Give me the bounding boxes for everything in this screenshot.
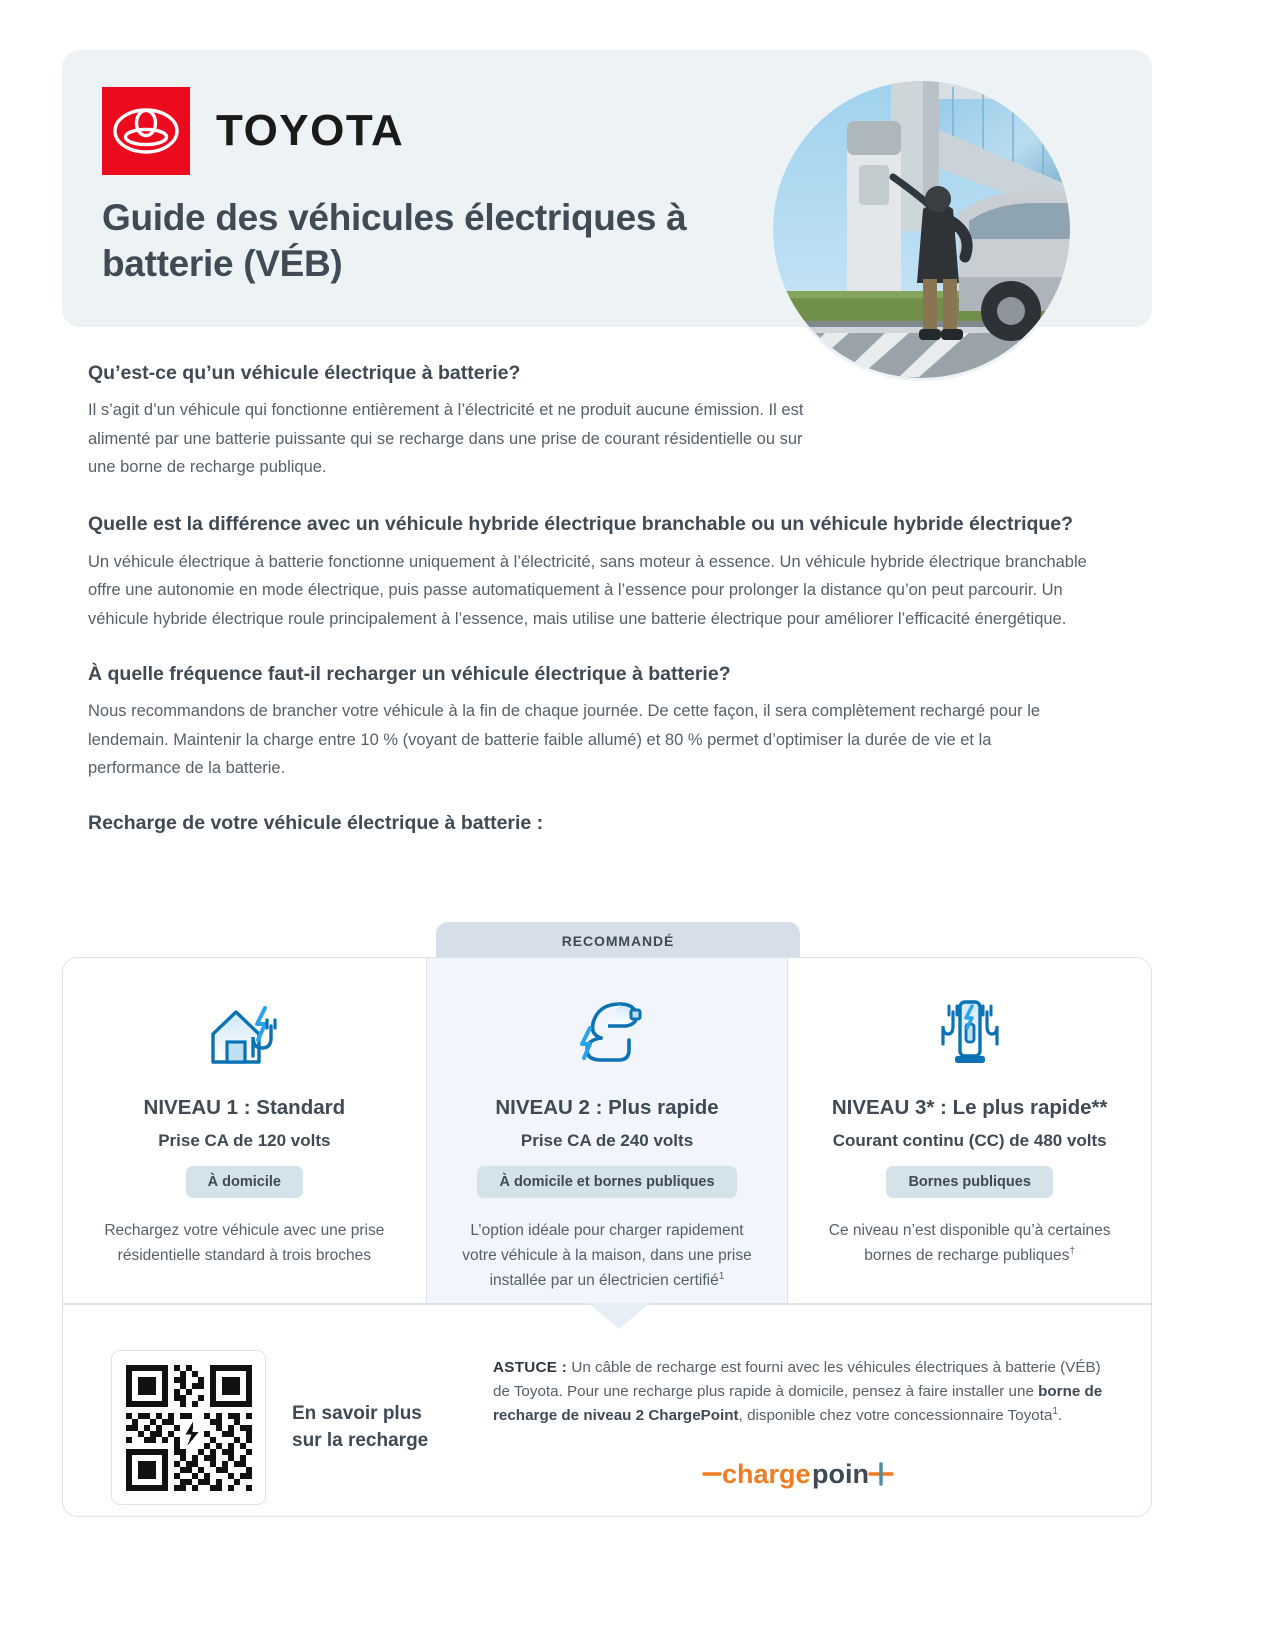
faq-answer-3: Nous recommandons de brancher votre véhicule à la fin de chaque journée. De cette façon, il sera complètement rechargé pour le lendemain. Maintenir la charge entre 10 % (voyant de batterie faible allumé) et 80 % permet d’optimiser la durée de vie et la performance de la batterie. bbox=[88, 702, 1041, 777]
level-2-description-text: L’option idéale pour charger rapidement votre véhicule à la maison, dans une prise installée par un électricien certifié bbox=[462, 1222, 752, 1290]
tip-footnote-marker: 1 bbox=[1052, 1406, 1058, 1418]
page-title: Guide des véhicules électriques à batterie (VÉB) bbox=[102, 197, 687, 285]
level-3-subtitle: Courant continu (CC) de 480 volts bbox=[832, 1131, 1107, 1150]
brand-row bbox=[102, 87, 404, 175]
tip-text bbox=[493, 1356, 1106, 1428]
svg-text:poin: poin bbox=[811, 1459, 869, 1490]
level-column-2 bbox=[426, 958, 789, 1303]
level-3-description bbox=[820, 1218, 1120, 1268]
tip-text-part1: Un câble de recharge est fourni avec les véhicules électriques à batterie (VÉB) de Toyota. Pour une recharge plus rapide à domicile, pensez à faire installer une bbox=[493, 1359, 1101, 1401]
recommended-badge: RECOMMANDÉ bbox=[436, 922, 800, 960]
level-2-subtitle: Prise CA de 240 volts bbox=[520, 1131, 694, 1150]
level-3-availability-pill: Bornes publiques bbox=[886, 1166, 1052, 1198]
level-3-footnote-marker: † bbox=[1069, 1245, 1076, 1257]
charging-connector-cable-icon bbox=[568, 996, 646, 1072]
chargepoint-logo bbox=[493, 1454, 1106, 1490]
qr-label-line2: sur la recharge bbox=[292, 1429, 429, 1451]
toyota-logo-icon bbox=[102, 87, 190, 175]
level-2-description bbox=[457, 1218, 757, 1293]
faq-question-1: Qu’est-ce qu’un véhicule électrique à batterie? bbox=[88, 362, 521, 384]
level-1-description-text: Rechargez votre véhicule avec une prise résidentielle standard à trois broches bbox=[104, 1222, 385, 1265]
level-1-availability-pill: À domicile bbox=[186, 1166, 303, 1198]
qr-label bbox=[292, 1401, 428, 1454]
level-column-3 bbox=[788, 958, 1151, 1303]
tip-bold-phrase: borne de recharge de niveau 2 ChargePoint bbox=[493, 1383, 1103, 1425]
hero-photo bbox=[770, 78, 1073, 381]
article-body bbox=[88, 360, 1088, 835]
tip-text-part2: , disponible chez votre concessionnaire Toyota bbox=[738, 1407, 1053, 1425]
faq-question-2: Quelle est la différence avec un véhicule hybride électrique branchable ou un véhicule hybride électrique? bbox=[88, 513, 1074, 536]
levels-columns bbox=[63, 958, 1151, 1303]
qr-code[interactable] bbox=[111, 1350, 266, 1505]
dc-fast-charging-station-icon bbox=[933, 996, 1007, 1072]
qr-block bbox=[63, 1350, 493, 1505]
toyota-wordmark: TOYOTA bbox=[216, 106, 405, 155]
level-1-description bbox=[94, 1218, 394, 1268]
level-3-description-text: Ce niveau n’est disponible qu’à certaines bornes de recharge publiques bbox=[828, 1222, 1111, 1265]
house-with-plug-icon bbox=[205, 996, 283, 1072]
level-3-title: NIVEAU 3* : Le plus rapide** bbox=[831, 1096, 1108, 1119]
tip-pointer-arrow bbox=[588, 1303, 650, 1329]
level-1-title: NIVEAU 1 : Standard bbox=[143, 1096, 346, 1119]
level-1-subtitle: Prise CA de 120 volts bbox=[158, 1131, 331, 1150]
level-2-footnote-marker: 1 bbox=[718, 1271, 725, 1283]
faq-question-3: À quelle fréquence faut-il recharger un véhicule électrique à batterie? bbox=[88, 662, 731, 685]
level-2-title: NIVEAU 2 : Plus rapide bbox=[495, 1096, 719, 1119]
levels-card bbox=[62, 957, 1152, 1517]
svg-text:charge: charge bbox=[721, 1459, 811, 1490]
level-2-availability-pill: À domicile et bornes publiques bbox=[477, 1166, 736, 1198]
tip-row bbox=[63, 1350, 1151, 1505]
qr-label-line1: En savoir plus bbox=[292, 1402, 422, 1424]
faq-answer-1: Il s’agit d’un véhicule qui fonctionne entièrement à l’électricité et ne produit aucune émission. Il est alimenté par une batterie puissante qui se recharge dans une prise de courant résidentielle ou sur une borne de recharge publique. bbox=[88, 401, 804, 477]
tip-text-end: . bbox=[1058, 1407, 1063, 1425]
faq-answer-2: Un véhicule électrique à batterie fonctionne uniquement à l’électricité, sans moteur à essence. Un véhicule hybride électrique branchable offre une autonomie en mode électrique, puis passe automatiquement à l’essence pour prolonger la distance qu’on peut parcourir. Un véhicule hybride électrique roule principalement à l’essence, mais utilise une batterie électrique pour améliorer l’efficacité énergétique. bbox=[88, 552, 1087, 628]
section-label-charging: Recharge de votre véhicule électrique à batterie : bbox=[88, 812, 544, 835]
level-column-1 bbox=[63, 958, 426, 1303]
tip-block bbox=[493, 1350, 1151, 1505]
tip-lead-label: ASTUCE : bbox=[493, 1359, 568, 1376]
